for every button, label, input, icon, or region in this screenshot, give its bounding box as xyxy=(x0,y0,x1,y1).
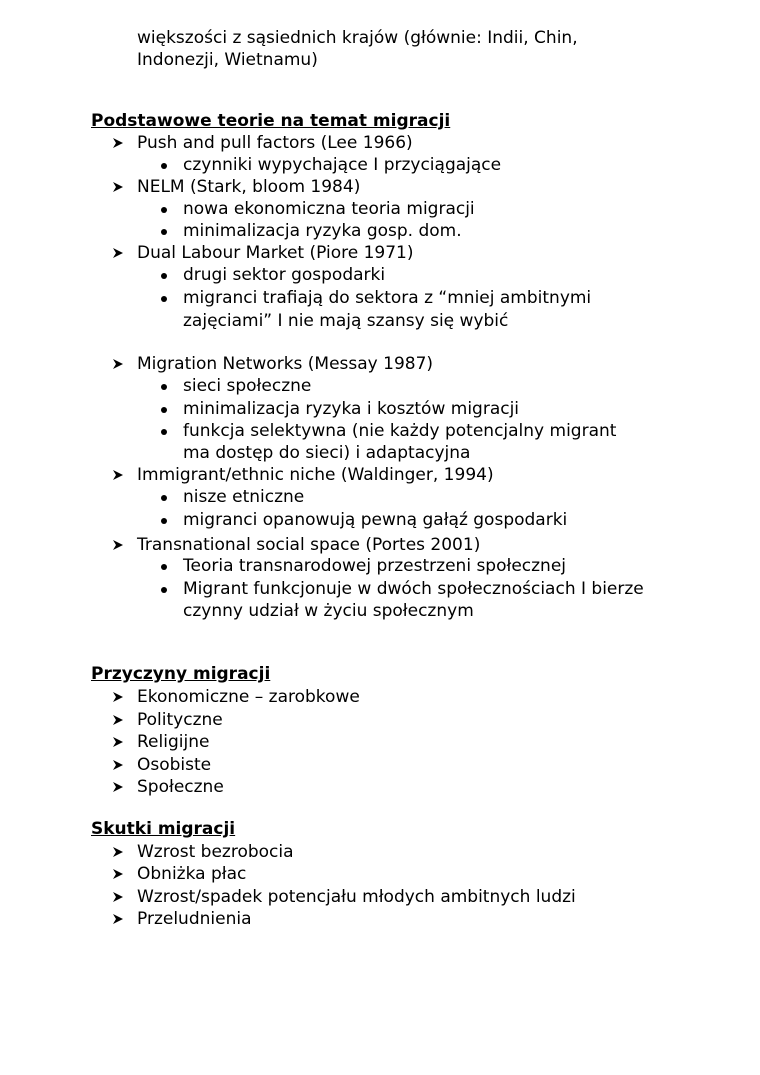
theory-bullet: Migrant funkcjonuje w dwóch społecznościach I bierze xyxy=(183,579,644,599)
theory-bullet: migranci trafiają do sektora z “mniej ambitnymi xyxy=(183,288,592,308)
round-bullet-icon xyxy=(161,207,167,213)
section-heading-effects: Skutki migracji xyxy=(91,819,236,839)
round-bullet-icon xyxy=(161,296,167,302)
round-bullet-icon xyxy=(161,229,167,235)
round-bullet-icon xyxy=(161,407,167,413)
round-bullet-icon xyxy=(161,163,167,169)
effect-item: Obniżka płac xyxy=(137,864,247,884)
arrow-bullet-icon xyxy=(112,868,124,880)
cause-item: Ekonomiczne – zarobkowe xyxy=(137,687,360,707)
round-bullet-icon xyxy=(161,495,167,501)
arrow-bullet-icon xyxy=(112,469,124,481)
cause-item: Polityczne xyxy=(137,710,223,730)
arrow-bullet-icon xyxy=(112,913,124,925)
cause-item: Społeczne xyxy=(137,777,224,797)
round-bullet-icon xyxy=(161,429,167,435)
arrow-bullet-icon xyxy=(112,181,124,193)
theory-bullet: minimalizacja ryzyka gosp. dom. xyxy=(183,221,462,241)
effect-item: Wzrost/spadek potencjału młodych ambitnych ludzi xyxy=(137,887,576,907)
theory-bullet: czynniki wypychające I przyciągające xyxy=(183,155,502,175)
intro-line: większości z sąsiednich krajów (głównie: Indii, Chin, xyxy=(137,28,578,48)
round-bullet-icon xyxy=(161,384,167,390)
section-heading-causes: Przyczyny migracji xyxy=(91,664,271,684)
theory-bullet: migranci opanowują pewną gałąź gospodarki xyxy=(183,510,568,530)
theory-bullet: sieci społeczne xyxy=(183,376,312,396)
theory-item: Transnational social space (Portes 2001) xyxy=(137,535,481,555)
arrow-bullet-icon xyxy=(112,781,124,793)
section-heading-theories: Podstawowe teorie na temat migracji xyxy=(91,111,451,131)
theory-item: Immigrant/ethnic niche (Waldinger, 1994) xyxy=(137,465,494,485)
theory-bullet: nowa ekonomiczna teoria migracji xyxy=(183,199,475,219)
effect-item: Wzrost bezrobocia xyxy=(137,842,294,862)
cause-item: Osobiste xyxy=(137,755,212,775)
arrow-bullet-icon xyxy=(112,736,124,748)
cause-item: Religijne xyxy=(137,732,210,752)
arrow-bullet-icon xyxy=(112,137,124,149)
arrow-bullet-icon xyxy=(112,714,124,726)
effect-item: Przeludnienia xyxy=(137,909,252,929)
arrow-bullet-icon xyxy=(112,247,124,259)
intro-line: Indonezji, Wietnamu) xyxy=(137,50,318,70)
theory-bullet-continuation: zajęciami” I nie mają szansy się wybić xyxy=(183,311,509,331)
arrow-bullet-icon xyxy=(112,691,124,703)
theory-bullet: minimalizacja ryzyka i kosztów migracji xyxy=(183,399,520,419)
theory-item: NELM (Stark, bloom 1984) xyxy=(137,177,361,197)
theory-bullet: nisze etniczne xyxy=(183,487,305,507)
arrow-bullet-icon xyxy=(112,846,124,858)
arrow-bullet-icon xyxy=(112,358,124,370)
round-bullet-icon xyxy=(161,518,167,524)
theory-bullet: funkcja selektywna (nie każdy potencjalny migrant xyxy=(183,421,617,441)
arrow-bullet-icon xyxy=(112,891,124,903)
theory-bullet-continuation: ma dostęp do sieci) i adaptacyjna xyxy=(183,443,471,463)
theory-bullet: drugi sektor gospodarki xyxy=(183,265,386,285)
round-bullet-icon xyxy=(161,564,167,570)
theory-item: Migration Networks (Messay 1987) xyxy=(137,354,434,374)
arrow-bullet-icon xyxy=(112,759,124,771)
theory-bullet: Teoria transnarodowej przestrzeni społecznej xyxy=(183,556,567,576)
arrow-bullet-icon xyxy=(112,539,124,551)
theory-bullet-continuation: czynny udział w życiu społecznym xyxy=(183,601,474,621)
theory-item: Push and pull factors (Lee 1966) xyxy=(137,133,413,153)
round-bullet-icon xyxy=(161,273,167,279)
theory-item: Dual Labour Market (Piore 1971) xyxy=(137,243,414,263)
round-bullet-icon xyxy=(161,587,167,593)
